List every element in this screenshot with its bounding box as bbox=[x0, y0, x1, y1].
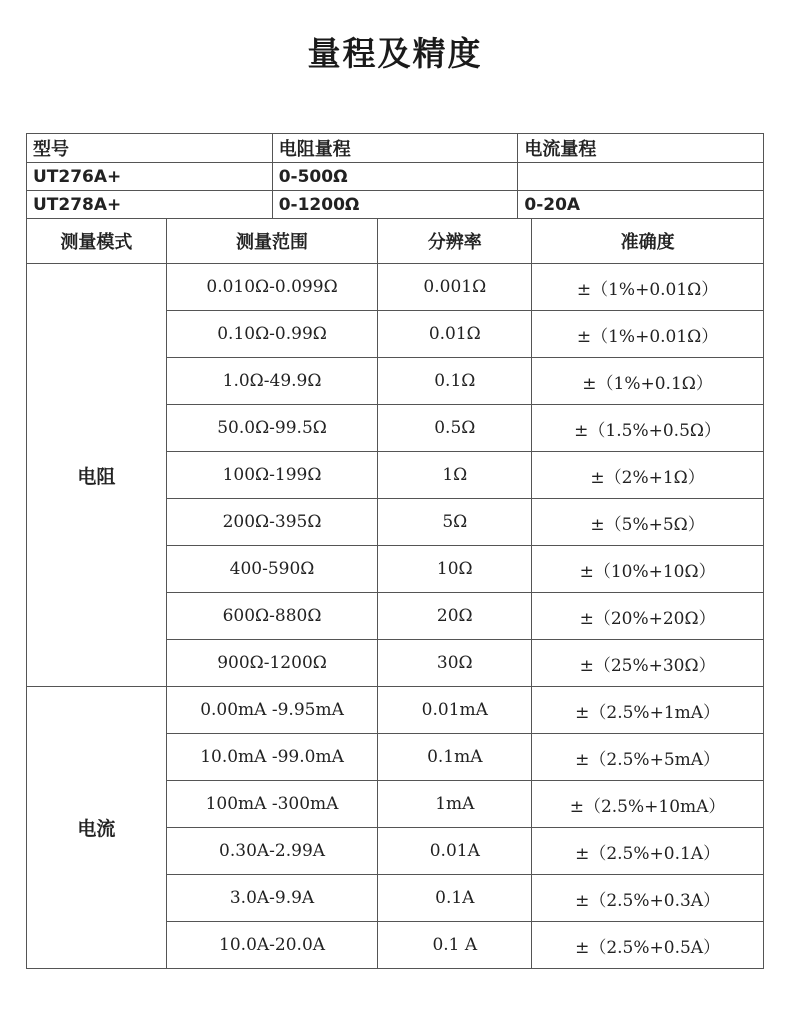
resolution-cell: 0.01mA bbox=[378, 687, 532, 734]
header-resolution: 分辨率 bbox=[378, 219, 532, 264]
accuracy-cell: ±（20%+20Ω） bbox=[532, 593, 764, 640]
accuracy-cell: ±（2.5%+10mA） bbox=[532, 781, 764, 828]
range-cell: 400-590Ω bbox=[166, 546, 378, 593]
mode-cell: 电阻 bbox=[27, 264, 167, 687]
model-name: UT278A+ bbox=[27, 191, 273, 219]
accuracy-cell: ±（1%+0.01Ω） bbox=[532, 264, 764, 311]
accuracy-cell: ±（2.5%+1mA） bbox=[532, 687, 764, 734]
model-name: UT276A+ bbox=[27, 163, 273, 191]
accuracy-cell: ±（25%+30Ω） bbox=[532, 640, 764, 687]
resolution-cell: 0.1A bbox=[378, 875, 532, 922]
range-cell: 100Ω-199Ω bbox=[166, 452, 378, 499]
model-row bbox=[27, 163, 764, 191]
resolution-cell: 5Ω bbox=[378, 499, 532, 546]
accuracy-cell: ±（2%+1Ω） bbox=[532, 452, 764, 499]
range-cell: 50.0Ω-99.5Ω bbox=[166, 405, 378, 452]
range-cell: 0.30A-2.99A bbox=[166, 828, 378, 875]
current-range: 0-20A bbox=[518, 191, 764, 219]
range-cell: 0.010Ω-0.099Ω bbox=[166, 264, 378, 311]
spec-table-header bbox=[27, 219, 764, 264]
accuracy-cell: ±（10%+10Ω） bbox=[532, 546, 764, 593]
resistance-range: 0-500Ω bbox=[272, 163, 518, 191]
range-cell: 0.00mA -9.95mA bbox=[166, 687, 378, 734]
accuracy-cell: ±（1%+0.1Ω） bbox=[532, 358, 764, 405]
range-cell: 600Ω-880Ω bbox=[166, 593, 378, 640]
model-row bbox=[27, 191, 764, 219]
resolution-cell: 0.001Ω bbox=[378, 264, 532, 311]
range-cell: 100mA -300mA bbox=[166, 781, 378, 828]
page-title: 量程及精度 bbox=[307, 34, 483, 73]
accuracy-cell: ±（5%+5Ω） bbox=[532, 499, 764, 546]
resolution-cell: 0.1mA bbox=[378, 734, 532, 781]
accuracy-spec-table bbox=[26, 218, 764, 969]
resolution-cell: 10Ω bbox=[378, 546, 532, 593]
resolution-cell: 0.1 A bbox=[378, 922, 532, 969]
header-range: 测量范围 bbox=[166, 219, 378, 264]
header-current-range: 电流量程 bbox=[518, 134, 764, 163]
header-accuracy: 准确度 bbox=[532, 219, 764, 264]
header-model: 型号 bbox=[27, 134, 273, 163]
range-cell: 200Ω-395Ω bbox=[166, 499, 378, 546]
accuracy-cell: ±（2.5%+5mA） bbox=[532, 734, 764, 781]
header-resistance-range: 电阻量程 bbox=[272, 134, 518, 163]
resolution-cell: 0.1Ω bbox=[378, 358, 532, 405]
range-cell: 1.0Ω-49.9Ω bbox=[166, 358, 378, 405]
accuracy-cell: ±（1%+0.01Ω） bbox=[532, 311, 764, 358]
range-cell: 10.0A-20.0A bbox=[166, 922, 378, 969]
range-cell: 3.0A-9.9A bbox=[166, 875, 378, 922]
spec-row bbox=[27, 687, 764, 734]
resolution-cell: 0.01Ω bbox=[378, 311, 532, 358]
accuracy-cell: ±（1.5%+0.5Ω） bbox=[532, 405, 764, 452]
accuracy-cell: ±（2.5%+0.1A） bbox=[532, 828, 764, 875]
header-mode: 测量模式 bbox=[27, 219, 167, 264]
range-cell: 0.10Ω-0.99Ω bbox=[166, 311, 378, 358]
spec-row bbox=[27, 264, 764, 311]
resolution-cell: 0.5Ω bbox=[378, 405, 532, 452]
resistance-range: 0-1200Ω bbox=[272, 191, 518, 219]
resolution-cell: 30Ω bbox=[378, 640, 532, 687]
accuracy-cell: ±（2.5%+0.5A） bbox=[532, 922, 764, 969]
resolution-cell: 1mA bbox=[378, 781, 532, 828]
range-cell: 900Ω-1200Ω bbox=[166, 640, 378, 687]
model-table-header bbox=[27, 134, 764, 163]
resolution-cell: 0.01A bbox=[378, 828, 532, 875]
current-range bbox=[518, 163, 764, 191]
range-cell: 10.0mA -99.0mA bbox=[166, 734, 378, 781]
mode-cell: 电流 bbox=[27, 687, 167, 969]
resolution-cell: 1Ω bbox=[378, 452, 532, 499]
resolution-cell: 20Ω bbox=[378, 593, 532, 640]
accuracy-cell: ±（2.5%+0.3A） bbox=[532, 875, 764, 922]
model-range-table bbox=[26, 133, 764, 219]
